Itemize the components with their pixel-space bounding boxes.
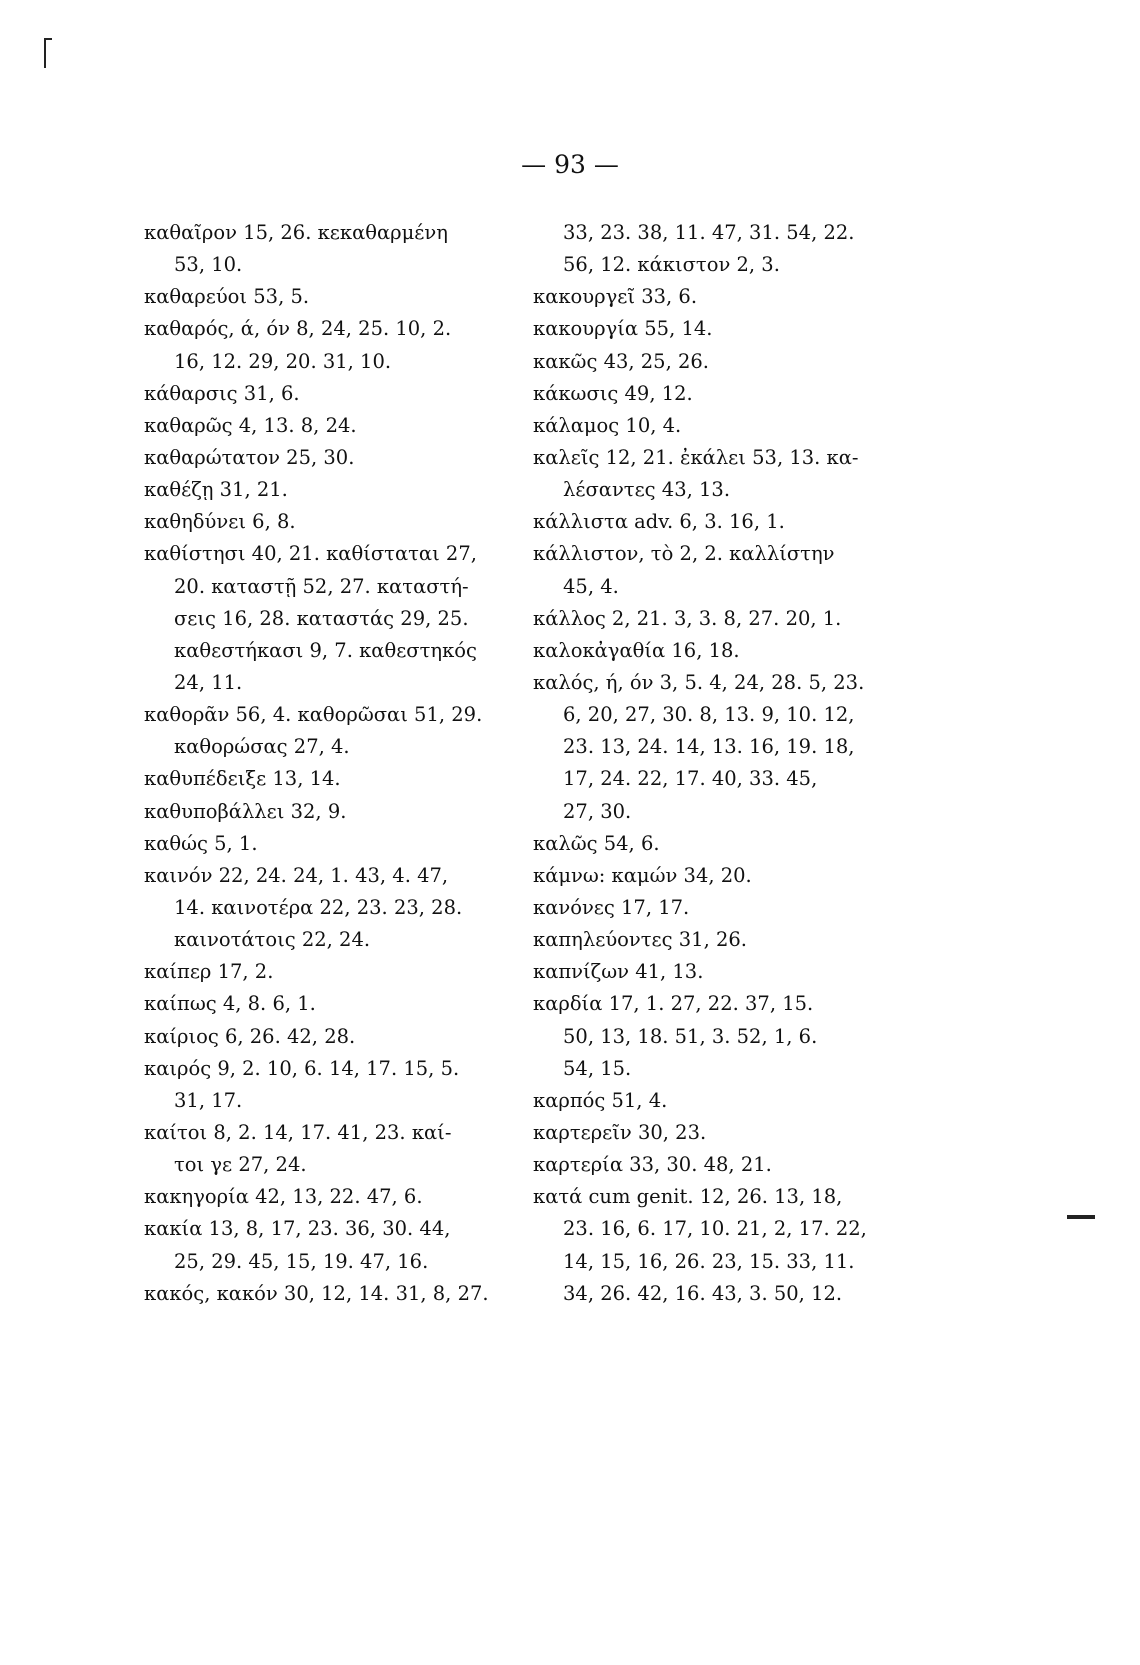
index-entry-line: κατά cum genit. 12, 26. 13, 18,: [533, 1185, 843, 1209]
index-entry-line: καλεῖς 12, 21. ἐκάλει 53, 13. κα-: [533, 445, 859, 469]
index-entry-line: καρτερεῖν 30, 23.: [533, 1120, 707, 1144]
index-entry-line: καθυπέδειξε 13, 14.: [144, 767, 341, 791]
index-entry-line: καλός, ή, όν 3, 5. 4, 24, 28. 5, 23.: [533, 670, 865, 694]
index-entry-line: 14, 15, 16, 26. 23, 15. 33, 11.: [563, 1249, 855, 1273]
index-entry-line: 16, 12. 29, 20. 31, 10.: [174, 349, 392, 373]
index-entry-line: καθαῖρον 15, 26. κεκαθαρμένη: [144, 221, 448, 244]
page-number: — 93 —: [521, 150, 619, 179]
index-column-right: [533, 217, 903, 1310]
index-entry-line: κανόνες 17, 17.: [533, 895, 690, 919]
index-entry-line: 17, 24. 22, 17. 40, 33. 45,: [563, 767, 818, 791]
index-entry-line: 31, 17.: [174, 1088, 243, 1112]
scan-edge-dash: [1067, 1215, 1095, 1219]
index-entry-line: καθέζῃ 31, 21.: [144, 478, 288, 502]
index-entry-line: καρτερία 33, 30. 48, 21.: [533, 1153, 772, 1177]
index-entry-line: καθορᾶν 56, 4. καθορῶσαι 51, 29.: [144, 703, 483, 727]
index-entry-line: καίτοι 8, 2. 14, 17. 41, 23. καί-: [144, 1120, 452, 1144]
index-entry-line: κακουργεῖ 33, 6.: [533, 285, 698, 309]
index-entry-line: 34, 26. 42, 16. 43, 3. 50, 12.: [563, 1281, 843, 1305]
index-entry-line: καιρός 9, 2. 10, 6. 14, 17. 15, 5.: [144, 1056, 460, 1080]
index-entry-line: 54, 15.: [563, 1056, 632, 1080]
index-entry-line: 14. καινοτέρα 22, 23. 23, 28.: [174, 895, 463, 919]
index-entry-line: κακός, κακόν 30, 12, 14. 31, 8, 27.: [144, 1281, 489, 1305]
index-entry-line: κάθαρσις 31, 6.: [144, 381, 300, 405]
index-entry-line: καθεστήκασι 9, 7. καθεστηκός: [174, 638, 477, 662]
index-entry-line: 24, 11.: [174, 670, 243, 694]
index-entry-line: 56, 12. κάκιστον 2, 3.: [563, 253, 780, 277]
index-entry-line: καίπως 4, 8. 6, 1.: [144, 992, 316, 1016]
index-entry-line: 23. 13, 24. 14, 13. 16, 19. 18,: [563, 735, 855, 759]
index-entry-line: κάλλος 2, 21. 3, 3. 8, 27. 20, 1.: [533, 606, 842, 630]
index-entry-line: 20. καταστῇ 52, 27. καταστή-: [174, 574, 469, 598]
index-entry-line: καπηλεύοντες 31, 26.: [533, 928, 747, 952]
index-entry-line: 53, 10.: [174, 253, 243, 277]
index-entry-line: κακία 13, 8, 17, 23. 36, 30. 44,: [144, 1217, 451, 1241]
index-entry-line: 25, 29. 45, 15, 19. 47, 16.: [174, 1249, 429, 1273]
index-entry-line: καθώς 5, 1.: [144, 831, 258, 855]
index-entry-line: κάλλιστα adv. 6, 3. 16, 1.: [533, 510, 785, 534]
index-entry-line: 27, 30.: [563, 799, 632, 823]
index-entry-line: 23. 16, 6. 17, 10. 21, 2, 17. 22,: [563, 1217, 867, 1241]
index-entry-line: κάλλιστον, τὸ 2, 2. καλλίστην: [533, 542, 835, 566]
scan-margin-mark: [44, 38, 46, 68]
index-entry-line: σεις 16, 28. καταστάς 29, 25.: [174, 606, 469, 630]
index-entry-line: 6, 20, 27, 30. 8, 13. 9, 10. 12,: [563, 703, 855, 727]
index-entry-line: καθαρῶς 4, 13. 8, 24.: [144, 413, 357, 437]
index-entry-line: καλῶς 54, 6.: [533, 831, 660, 855]
index-entry-line: κάλαμος 10, 4.: [533, 413, 682, 437]
index-entry-line: καινοτάτοις 22, 24.: [174, 928, 371, 952]
index-entry-line: καθηδύνει 6, 8.: [144, 510, 296, 534]
index-entry-line: καλοκἀγαθία 16, 18.: [533, 638, 740, 662]
index-entry-line: 45, 4.: [563, 574, 619, 598]
index-entry-line: καινόν 22, 24. 24, 1. 43, 4. 47,: [144, 863, 449, 887]
index-entry-line: καρδία 17, 1. 27, 22. 37, 15.: [533, 992, 814, 1016]
index-entry-line: καρπός 51, 4.: [533, 1088, 668, 1112]
index-entry-line: καθαρεύοι 53, 5.: [144, 285, 310, 309]
index-entry-line: 50, 13, 18. 51, 3. 52, 1, 6.: [563, 1024, 818, 1048]
scan-margin-tick: [46, 38, 52, 40]
index-entry-line: λέσαντες 43, 13.: [563, 478, 731, 502]
index-entry-line: καθορώσας 27, 4.: [174, 735, 350, 759]
index-column-left: [144, 217, 524, 1310]
index-entry-line: τοι γε 27, 24.: [174, 1153, 307, 1177]
index-entry-line: καθίστησι 40, 21. καθίσταται 27,: [144, 542, 477, 566]
index-entry-line: κακουργία 55, 14.: [533, 317, 713, 341]
index-entry-line: καθυποβάλλει 32, 9.: [144, 799, 347, 823]
index-entry-line: καθαρώτατον 25, 30.: [144, 445, 355, 469]
index-entry-line: κάκωσις 49, 12.: [533, 381, 693, 405]
index-entry-line: καίριος 6, 26. 42, 28.: [144, 1024, 356, 1048]
index-entry-line: κακῶς 43, 25, 26.: [533, 349, 709, 373]
index-entry-line: κάμνω: καμών 34, 20.: [533, 863, 752, 887]
index-entry-line: καθαρός, ά, όν 8, 24, 25. 10, 2.: [144, 317, 452, 341]
index-entry-line: καπνίζων 41, 13.: [533, 960, 704, 984]
index-entry-line: 33, 23. 38, 11. 47, 31. 54, 22.: [563, 221, 855, 244]
index-entry-line: κακηγορία 42, 13, 22. 47, 6.: [144, 1185, 423, 1209]
index-entry-line: καίπερ 17, 2.: [144, 960, 274, 984]
